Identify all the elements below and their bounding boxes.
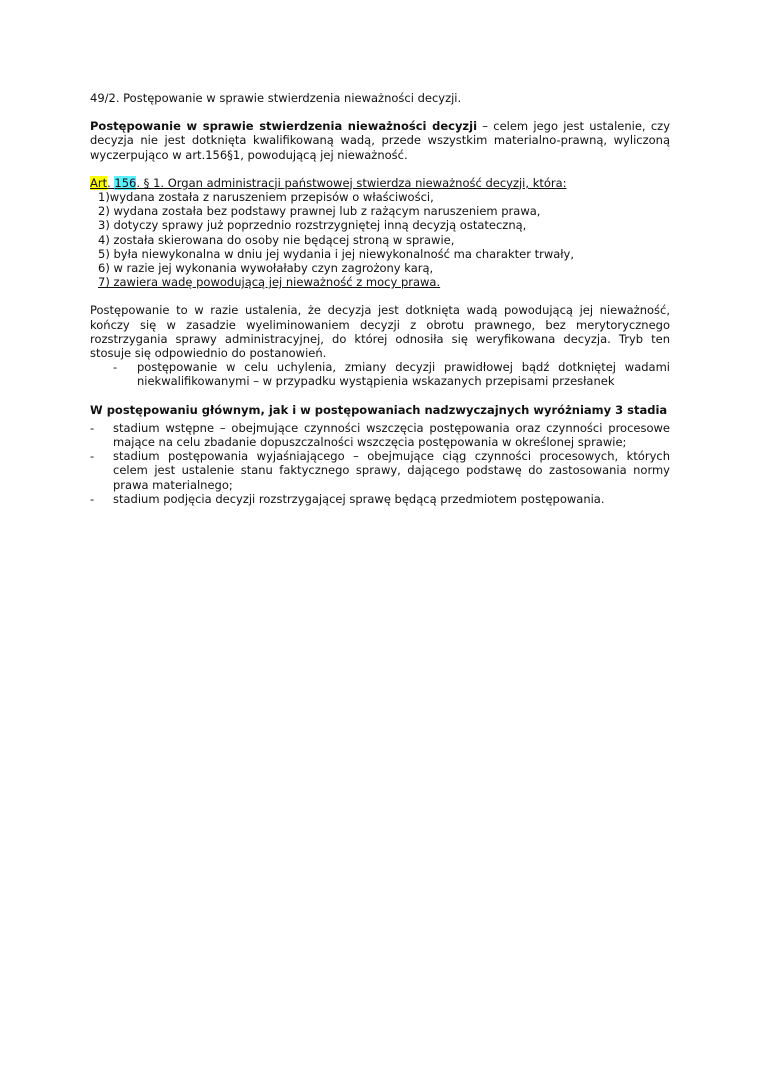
intro-paragraph [90, 119, 670, 162]
article-title [90, 176, 670, 190]
article-dot: . [107, 175, 115, 190]
article-item: 1)wydana została z naruszeniem przepisów o właściwości, [98, 190, 434, 205]
article-item: 6) w razie jej wykonania wywołałaby czyn zagrożony karą, [98, 261, 434, 276]
list-item [90, 421, 670, 449]
dash-bullet: - [113, 360, 118, 375]
article-item: 5) była niewykonalna w dniu jej wydania i jej niewykonalność ma charakter trwały, [98, 246, 575, 261]
article-number-highlight: 156 [114, 175, 137, 190]
article-item: 4) została skierowana do osoby nie będącej stroną w sprawie, [98, 232, 455, 247]
list-item-text: postępowanie w celu uchylenia, zmiany decyzji prawidłowej bądź dotkniętej wadami niekwalifikowanymi – w przypadku wystąpienia wskazanych przepisami przesłanek [137, 360, 670, 389]
list-item-text: stadium postępowania wyjaśniającego – obejmujące ciąg czynności procesowych, których celem jest ustalenie stanu faktycznego sprawy, dającego podstawę do zastosowania normy prawa materialnego; [113, 449, 670, 492]
dash-bullet: - [90, 449, 95, 464]
stages-list [90, 421, 670, 506]
article-item: 3) dotyczy sprawy już poprzednio rozstrzygniętej inną decyzją ostateczną, [98, 218, 527, 233]
intro-definition: – celem jego jest ustalenie, czy decyzja nie jest dotknięta kwalifikowaną wadą, przede wszystkim materialno-prawną, wyliczoną wyczerpująco w art.156§1, powodującą jej nieważność. [90, 119, 670, 162]
list-item [90, 492, 670, 506]
dash-bullet: - [90, 420, 95, 435]
list-item-text: stadium podjęcia decyzji rozstrzygającej sprawę będącą przedmiotem postępowania. [113, 491, 605, 506]
stages-heading-text: W postępowaniu głównym, jak i w postępowaniach nadzwyczajnych wyróżniamy 3 stadia [90, 402, 668, 417]
dash-bullet: - [90, 491, 95, 506]
article-item: 2) wydana została bez podstawy prawnej lub z rażącym naruszeniem prawa, [98, 204, 541, 219]
effects-paragraph: Postępowanie to w razie ustalenia, że decyzja jest dotknięta wadą powodującą jej nieważność, kończy się w zasadzie wyeliminowaniem decyzji z obrotu prawnego, bez merytorycznego rozstrzygania sprawy administracyjnej, do której odnosiła się weryfikowana decyzja. Tryb ten stosuje się odpowiednio do postanowień. [90, 303, 670, 361]
list-item [90, 449, 670, 492]
section-heading: 49/2. Postępowanie w sprawie stwierdzenia nieważności decyzji. [90, 91, 462, 105]
article-label-highlight: Art [90, 175, 108, 190]
intro-bold-term: Postępowanie w sprawie stwierdzenia nieważności decyzji [90, 119, 478, 134]
article-items-list [90, 190, 670, 289]
effects-sublist [90, 360, 670, 388]
article-item: 7) zawiera wadę powodującą jej nieważność z mocy prawa. [98, 275, 441, 290]
document-content [90, 91, 670, 506]
stages-heading [90, 403, 670, 417]
list-item-text: stadium wstępne – obejmujące czynności wszczęcia postępowania oraz czynności procesowe mające na celu zbadanie dopuszczalności wszczęcia postępowania w określonej sprawie; [113, 420, 670, 450]
article-title-text: . § 1. Organ administracji państwowej stwierdza nieważność decyzji, która: [136, 175, 567, 190]
list-item [113, 360, 670, 388]
